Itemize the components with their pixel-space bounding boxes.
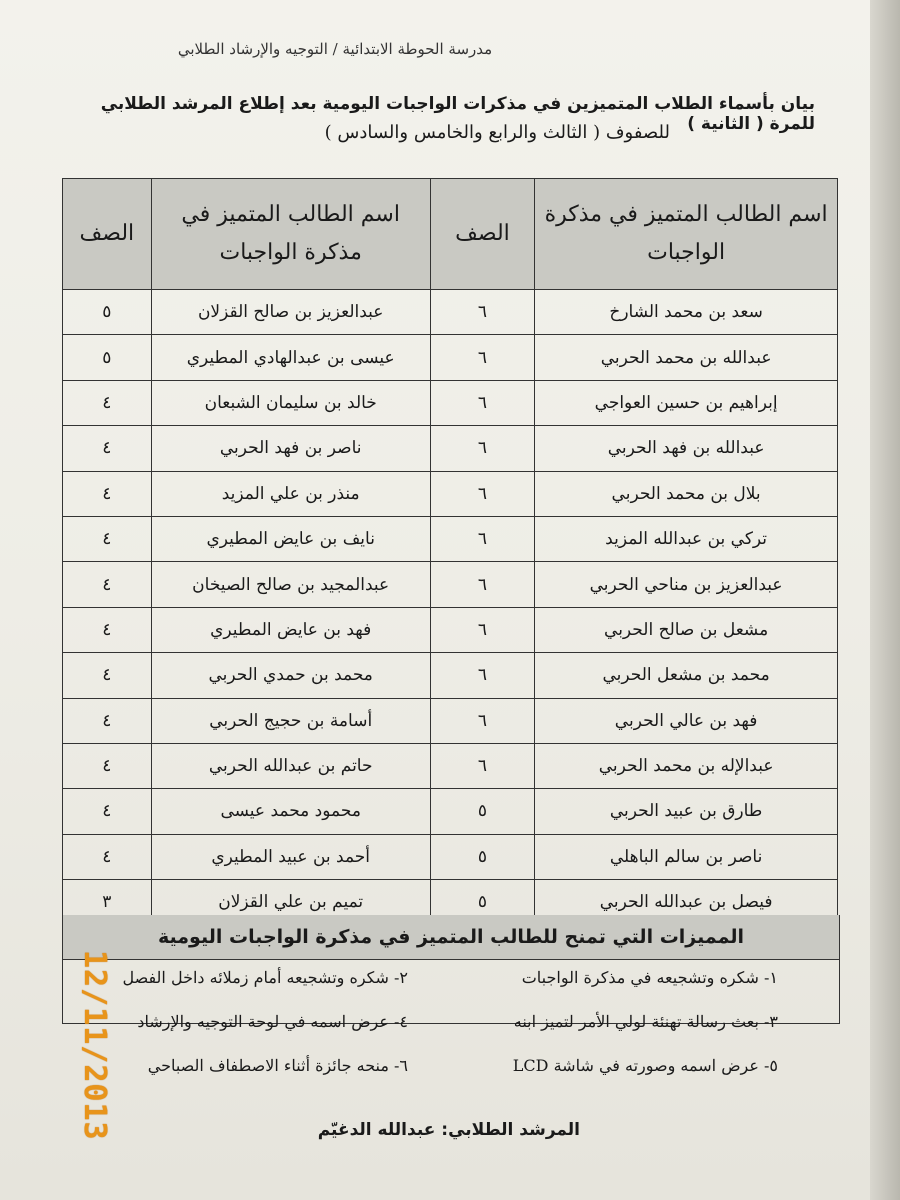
benefit-item: ٢- شكره وتشجيعه أمام زملائه داخل الفصل [122,968,408,987]
header-grade-col-1: الصف [430,179,535,290]
student-name-cell: عبدالله بن محمد الحربي [535,335,838,380]
benefit-item: ٣- بعث رسالة تهنئة لولي الأمر لتميز ابنه [513,1012,778,1031]
grade-cell: ٦ [430,516,535,561]
school-header: مدرسة الحوطة الابتدائية / التوجيه والإرشاد الطلابي [177,40,493,58]
student-name-cell: ناصر بن سالم الباهلي [535,834,838,879]
student-name-cell: طارق بن عبيد الحربي [535,789,838,834]
student-name-cell: تركي بن عبدالله المزيد [535,516,838,561]
header-grade-col-2: الصف [63,179,152,290]
benefit-item: ٤- عرض اسمه في لوحة التوجيه والإرشاد [137,1012,408,1031]
grade-cell: ٦ [430,698,535,743]
table-row [63,653,838,698]
header-name-col-2: اسم الطالب المتميز في مذكرة الواجبات [151,179,430,290]
benefits-title: المميزات التي تمنح للطالب المتميز في مذكرة الواجبات اليومية [63,915,839,960]
table-row [63,335,838,380]
table-row [63,562,838,607]
grade-cell: ٤ [63,516,152,561]
student-name-cell: منذر بن علي المزيد [151,471,430,516]
grade-cell: ٤ [63,426,152,471]
header-name-col-1: اسم الطالب المتميز في مذكرة الواجبات [535,179,838,290]
table-row [63,380,838,425]
benefit-item: ٦- منحه جائزة أثناء الاصطفاف الصباحي [147,1056,408,1075]
table-row [63,471,838,516]
date-stamp-text: 12/11/2013 [77,950,112,1141]
grade-cell: ٥ [430,789,535,834]
student-name-cell: محمد بن مشعل الحربي [535,653,838,698]
grade-cell: ٦ [430,607,535,652]
grade-cell: ٥ [430,834,535,879]
student-name-cell: تميم بن علي القزلان [151,880,430,925]
student-name-cell: فهد بن عايض المطيري [151,607,430,652]
grade-cell: ٦ [430,471,535,516]
grade-cell: ٥ [63,335,152,380]
student-name-cell: سعد بن محمد الشارخ [535,290,838,335]
student-name-cell: أسامة بن حجيج الحربي [151,698,430,743]
grade-cell: ٤ [63,471,152,516]
table-row [63,426,838,471]
table-row [63,789,838,834]
student-name-cell: نايف بن عايض المطيري [151,516,430,561]
table-header-row [63,179,838,290]
grade-cell: ٣ [63,880,152,925]
student-name-cell: خالد بن سليمان الشبعان [151,380,430,425]
grade-cell: ٦ [430,426,535,471]
table-row [63,607,838,652]
grade-cell: ٦ [430,290,535,335]
table-row [63,743,838,788]
table-row [63,516,838,561]
student-name-cell: عبدالعزيز بن مناحي الحربي [535,562,838,607]
document-title: بيان بأسماء الطلاب المتميزين في مذكرات الواجبات اليومية بعد إطلاع المرشد الطلابي للمرة ( الثانية ) [100,94,815,134]
student-name-cell: عبدالعزيز بن صالح القزلان [151,290,430,335]
student-name-cell: مشعل بن صالح الحربي [535,607,838,652]
grade-cell: ٤ [63,607,152,652]
student-name-cell: عبدالإله بن محمد الحربي [535,743,838,788]
students-table [62,178,838,925]
page-edge-shadow [870,0,900,1200]
student-name-cell: فهد بن عالي الحربي [535,698,838,743]
grade-cell: ٤ [63,562,152,607]
student-name-cell: عبدالمجيد بن صالح الصيخان [151,562,430,607]
grade-cell: ٤ [63,653,152,698]
document-subtitle: للصفوف ( الثالث والرابع والخامس والسادس ) [324,122,670,143]
student-name-cell: إبراهيم بن حسين العواجي [535,380,838,425]
student-name-cell: حاتم بن عبدالله الحربي [151,743,430,788]
table-row [63,698,838,743]
benefit-item: ٥- عرض اسمه وصورته في شاشة LCD [512,1056,778,1075]
student-name-cell: فيصل بن عبدالله الحربي [535,880,838,925]
student-name-cell: عبدالله بن فهد الحربي [535,426,838,471]
grade-cell: ٦ [430,653,535,698]
student-name-cell: ناصر بن فهد الحربي [151,426,430,471]
student-name-cell: أحمد بن عبيد المطيري [151,834,430,879]
benefits-list [62,958,838,1108]
grade-cell: ٤ [63,743,152,788]
student-name-cell: محمد بن حمدي الحربي [151,653,430,698]
counselor-signature: المرشد الطلابي: عبدالله الدغيّم [317,1120,580,1140]
grade-cell: ٤ [63,834,152,879]
grade-cell: ٦ [430,335,535,380]
student-name-cell: محمود محمد عيسى [151,789,430,834]
table-row [63,834,838,879]
benefit-item: ١- شكره وتشجيعه في مذكرة الواجبات [521,968,778,987]
date-stamp [77,950,162,1150]
student-name-cell: بلال بن محمد الحربي [535,471,838,516]
grade-cell: ٤ [63,380,152,425]
grade-cell: ٦ [430,380,535,425]
grade-cell: ٤ [63,698,152,743]
table-row [63,290,838,335]
grade-cell: ٦ [430,743,535,788]
grade-cell: ٥ [430,880,535,925]
grade-cell: ٦ [430,562,535,607]
grade-cell: ٥ [63,290,152,335]
grade-cell: ٤ [63,789,152,834]
student-name-cell: عيسى بن عبدالهادي المطيري [151,335,430,380]
